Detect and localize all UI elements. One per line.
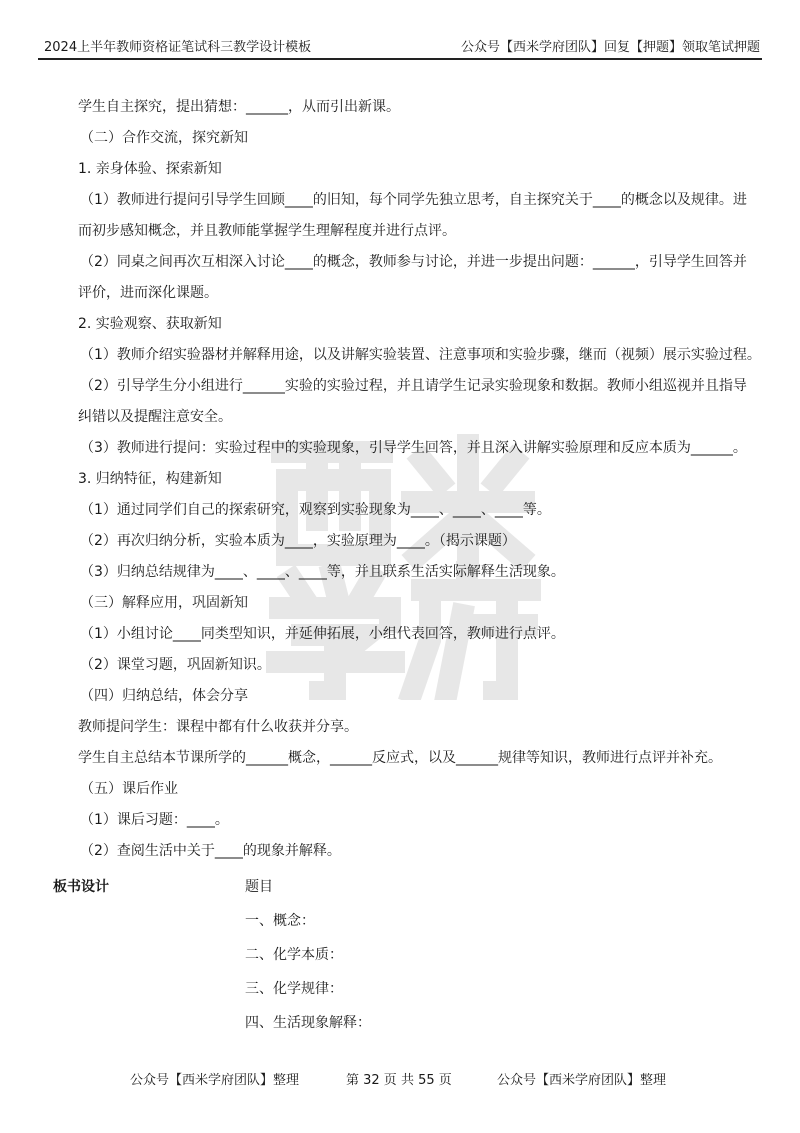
- body-line: （1）教师介绍实验器材并解释用途，以及讲解实验装置、注意事项和实验步骤，继而（视频）展示实验过程。: [80, 347, 761, 363]
- body-line: （1）通过同学们自己的探索研究，观察到实验现象为____、____、____等。: [80, 502, 551, 518]
- section-heading: （四）归纳总结，体会分享: [80, 688, 248, 704]
- body-line: （1）小组讨论____同类型知识，并延伸拓展，小组代表回答，教师进行点评。: [80, 626, 565, 642]
- subsection-heading: 3. 归纳特征，构建新知: [78, 471, 222, 487]
- body-line: （3）归纳总结规律为____、____、____等，并且联系生活实际解释生活现象。: [80, 564, 565, 580]
- board-design-label: 板书设计: [53, 879, 109, 895]
- body-line: （2）引导学生分小组进行______实验的实验过程，并且请学生记录实验现象和数据。教师小组巡视并且指导: [80, 378, 747, 394]
- body-line: （1）教师进行提问引导学生回顾____的旧知，每个同学先独立思考，自主探究关于____的概念以及规律。进: [80, 192, 747, 208]
- body-line: 评价，进而深化课题。: [78, 285, 218, 301]
- body-line: （2）再次归纳分析，实验本质为____，实验原理为____。（揭示课题）: [80, 533, 516, 549]
- body-line: （2）课堂习题，巩固新知识。: [80, 657, 271, 673]
- body-line: （2）同桌之间再次互相深入讨论____的概念，教师参与讨论，并进一步提出问题：______，引导学生回答并: [80, 254, 747, 270]
- body-line: 学生自主总结本节课所学的______概念，______反应式，以及______规律等知识，教师进行点评并补充。: [78, 750, 722, 766]
- header-promo: 公众号【西米学府团队】回复【押题】领取笔试押题: [460, 40, 760, 55]
- body-line: （1）课后习题：____。: [80, 812, 229, 828]
- page-header: [38, 28, 762, 60]
- board-item-concept: 一、概念：: [245, 913, 315, 929]
- body-line: 纠错以及提醒注意安全。: [78, 409, 232, 425]
- section-heading: （三）解释应用，巩固新知: [80, 595, 248, 611]
- page-number: 第 32 页 共 55 页: [346, 1073, 452, 1088]
- section-heading: （五）课后作业: [80, 781, 178, 797]
- header-title: 2024上半年教师资格证笔试科三教学设计模板: [44, 40, 312, 55]
- body-line: 而初步感知概念，并且教师能掌握学生理解程度并进行点评。: [78, 223, 456, 239]
- footer-left-credit: 公众号【西米学府团队】整理: [130, 1073, 300, 1088]
- board-item-phenomena: 四、生活现象解释：: [245, 1015, 371, 1031]
- section-heading: （二）合作交流，探究新知: [80, 130, 248, 146]
- body-line: 学生自主探究，提出猜想：______，从而引出新课。: [78, 99, 400, 115]
- board-item-law: 三、化学规律：: [245, 981, 343, 997]
- body-line: 教师提问学生：课程中都有什么收获并分享。: [78, 719, 358, 735]
- board-title: 题目: [245, 879, 273, 895]
- footer-right-credit: 公众号【西米学府团队】整理: [497, 1073, 667, 1088]
- body-line: （2）查阅生活中关于____的现象并解释。: [80, 843, 341, 859]
- board-item-essence: 二、化学本质：: [245, 947, 343, 963]
- subsection-heading: 2. 实验观察、获取新知: [78, 316, 222, 332]
- body-line: （3）教师进行提问：实验过程中的实验现象，引导学生回答，并且深入讲解实验原理和反应本质为______。: [80, 440, 747, 456]
- subsection-heading: 1. 亲身体验、探索新知: [78, 161, 222, 177]
